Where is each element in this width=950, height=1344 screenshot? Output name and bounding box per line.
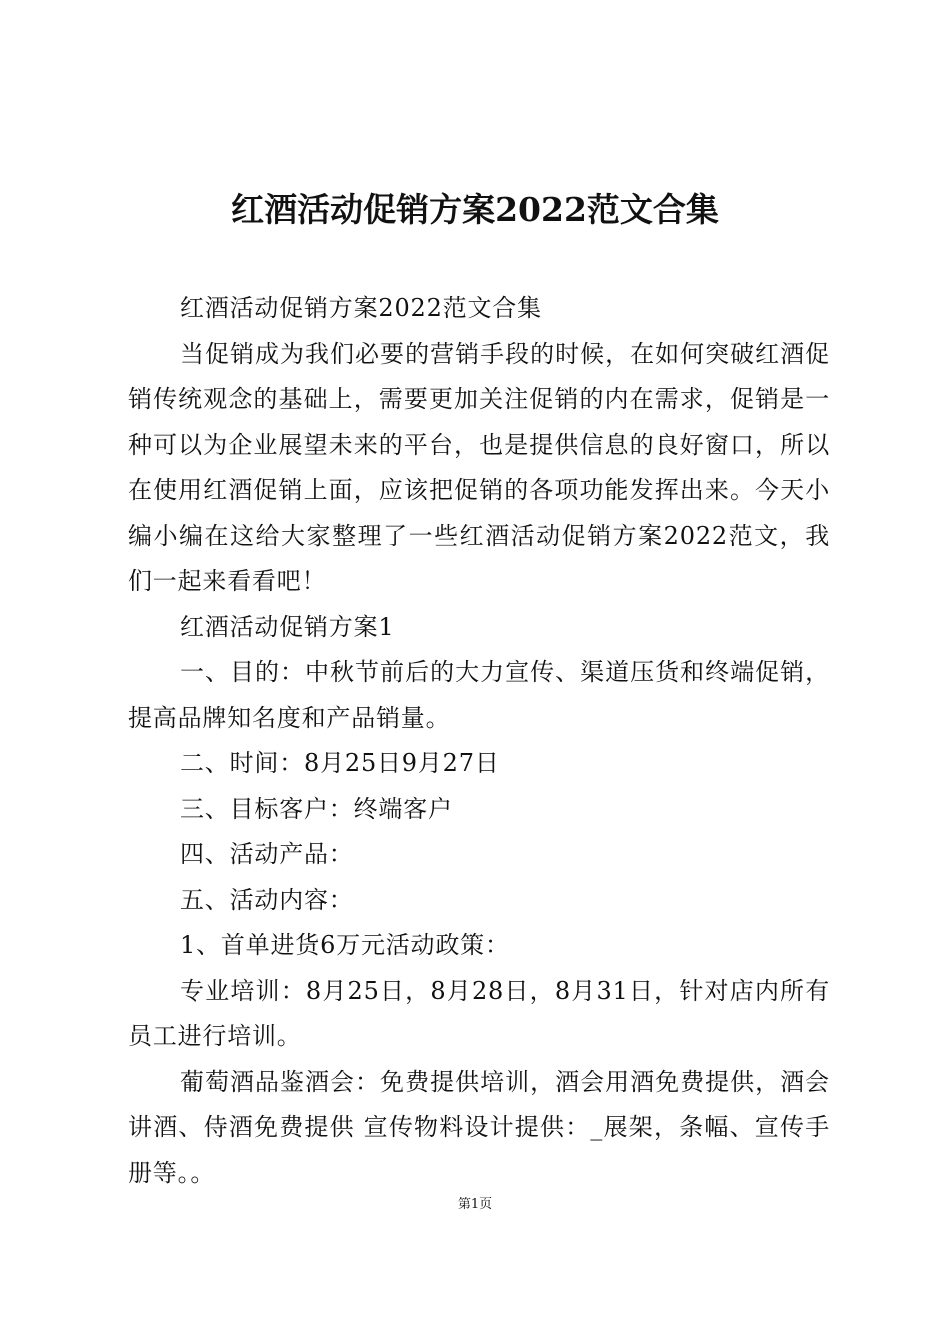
paragraph-products: 四、活动产品： — [180, 840, 354, 868]
paragraph-subtitle: 红酒活动促销方案2022范文合集 — [180, 294, 542, 322]
paragraph-intro: 当促销成为我们必要的营销手段的时候，在如何突破红酒促销传统观念的基础上，需要更加关注促销的内在需求，促销是一种可以为企业展望未来的平台，也是提供信息的良好窗口，所以在使用红酒促销上面，应该把促销的各项功能发挥出来。今天小编小编在这给大家整理了一些红酒活动促销方案2022范文，我们一起来看看吧！ — [128, 339, 830, 595]
paragraph-time: 二、时间：8月25日9月27日 — [180, 749, 500, 777]
page-number: 第1页 — [457, 1197, 493, 1212]
paragraph-training: 专业培训：8月25日，8月28日，8月31日，针对店内所有员工进行培训。 — [128, 976, 830, 1050]
paragraph-tasting-event: 葡萄酒品鉴酒会：免费提供培训，酒会用酒免费提供，酒会讲酒、侍酒免费提供 宣传物料设计提供：_展架，条幅、宣传手册等。。 — [128, 1067, 830, 1187]
paragraph-plan-heading: 红酒活动促销方案1 — [180, 612, 395, 641]
document-title: 红酒活动促销方案2022范文合集 — [231, 190, 719, 229]
paragraph-content-heading: 五、活动内容： — [180, 885, 354, 914]
paragraph-first-order-policy: 1、首单进货6万元活动政策： — [180, 931, 510, 959]
paragraph-target-customers: 三、目标客户：终端客户 — [180, 794, 453, 823]
paragraph-purpose: 一、目的：中秋节前后的大力宣传、渠道压货和终端促销，提高品牌知名度和产品销量。 — [128, 658, 830, 732]
document-body — [128, 286, 830, 1196]
